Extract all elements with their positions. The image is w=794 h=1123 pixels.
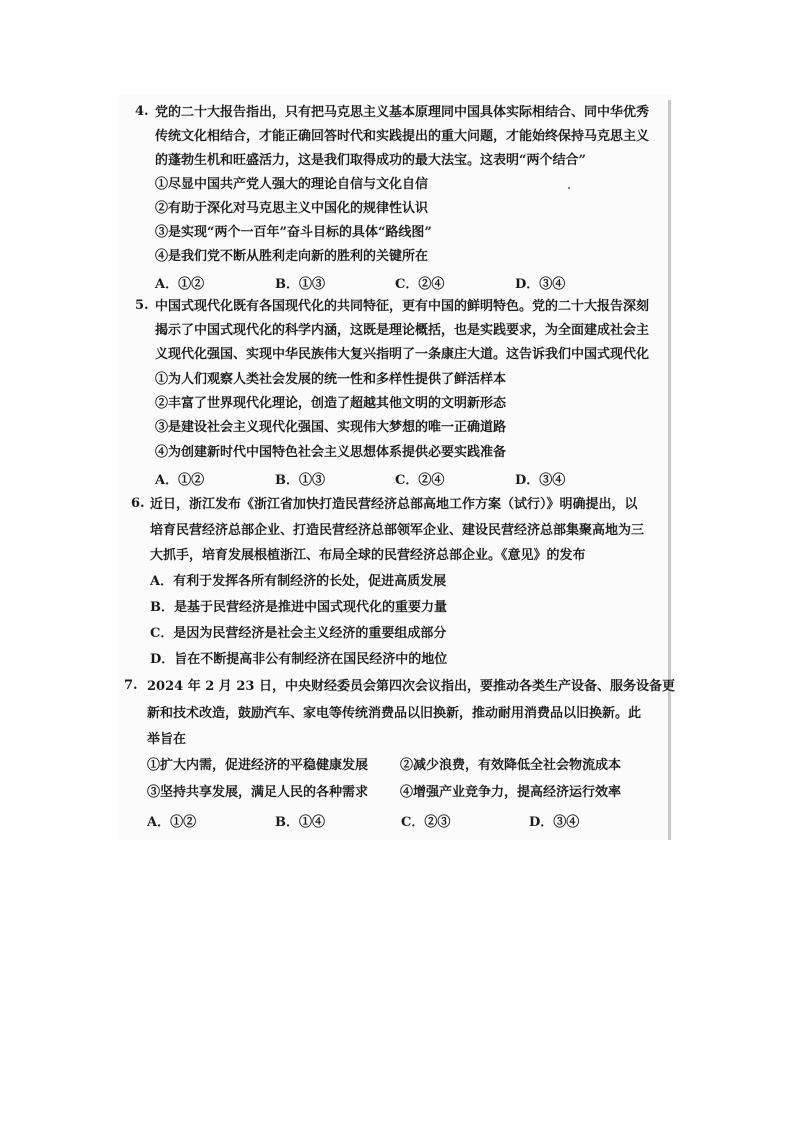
question-stem-line: 党的二十大报告指出，只有把马克思主义基本原理同中国具体实际相结合、同中华优秀	[155, 105, 650, 120]
answer-option-b: B．①③	[275, 473, 325, 488]
scan-speck	[568, 187, 570, 189]
question-number: 6.	[131, 496, 145, 511]
question-stem-line: 近日，浙江发布《浙江省加快打造民营经济总部高地工作方案（试行）》明确提出，以	[150, 497, 638, 512]
answer-option-a: A．①②	[155, 277, 205, 292]
answer-option-a: A．①②	[155, 473, 205, 488]
question-stem-line: 的蓬勃生机和旺盛活力，这是我们取得成功的最大法宝。这表明“两个结合”	[155, 153, 586, 168]
answer-option-c: C．②④	[395, 473, 445, 488]
statement: ③是建设社会主义现代化强国、实现伟大梦想的唯一正确道路	[155, 420, 507, 435]
answer-option-a: A．①②	[147, 815, 197, 830]
question-stem-line: 培育民营经济总部企业、打造民营经济总部领军企业、建设民营经济总部集聚高地为三	[150, 523, 645, 538]
choice-c: C．是因为民营经济是社会主义经济的重要组成部分	[150, 626, 447, 641]
answer-option-b: B．①③	[275, 277, 325, 292]
statement: ③坚持共享发展，满足人民的各种需求	[147, 785, 369, 800]
answer-option-d: D．③④	[529, 815, 580, 830]
question-stem-line: 新和技术改造，鼓励汽车、家电等传统消费品以旧换新，推动耐用消费品以旧换新。此	[147, 706, 642, 721]
choice-b: B．是基于民营经济是推进中国式现代化的重要力量	[150, 600, 447, 615]
choice-a: A．有利于发挥各所有制经济的长处，促进高质发展	[150, 574, 447, 589]
question-stem-line: 揭示了中国式现代化的科学内涵，这既是理论概括，也是实践要求，为全面建成社会主	[155, 323, 650, 338]
page-edge-shadow	[668, 100, 671, 840]
question-stem-line: 大抓手，培育发展根植浙江、布局全球的民营经济总部企业。《意见》的发布	[150, 548, 586, 563]
statement: ④是我们党不断从胜利走向新的胜利的关键所在	[155, 249, 429, 264]
question-number: 7.	[124, 678, 138, 693]
question-stem-line: 中国式现代化既有各国现代化的共同特征，更有中国的鲜明特色。党的二十大报告深刻	[155, 299, 650, 314]
statement: ②有助于深化对马克思主义中国化的规律性认识	[155, 201, 429, 216]
answer-option-d: D．③④	[515, 473, 566, 488]
question-stem-line: 举旨在	[147, 732, 187, 747]
statement: ④增强产业竞争力，提高经济运行效率	[400, 785, 622, 800]
choice-d: D．旨在不断提高非公有制经济在国民经济中的地位	[150, 652, 448, 667]
question-stem-line: 义现代化强国、实现中华民族伟大复兴指明了一条康庄大道。这告诉我们中国式现代化	[155, 347, 650, 362]
answer-option-c: C．②③	[401, 815, 451, 830]
statement: ①扩大内需，促进经济的平稳健康发展	[147, 758, 369, 773]
question-stem-line: 传统文化相结合，才能正确回答时代和实践提出的重大问题，才能始终保持马克思主义	[155, 129, 650, 144]
statement: ②丰富了世界现代化理论，创造了超越其他文明的文明新形态	[155, 396, 507, 411]
answer-option-c: C．②④	[395, 277, 445, 292]
question-number: 4.	[135, 104, 149, 119]
statement: ④为创建新时代中国特色社会主义思想体系提供必要实践准备	[155, 445, 507, 460]
answer-option-d: D．③④	[515, 277, 566, 292]
question-number: 5.	[135, 298, 149, 313]
statement: ②减少浪费，有效降低全社会物流成本	[400, 758, 622, 773]
statement: ③是实现“两个一百年”奋斗目标的具体“路线图”	[155, 225, 432, 240]
statement: ①尽显中国共产党人强大的理论自信与文化自信	[155, 177, 429, 192]
statement: ①为人们观察人类社会发展的统一性和多样性提供了鲜活样本	[155, 372, 507, 387]
answer-option-b: B．①④	[275, 815, 325, 830]
question-stem-line: 2024 年 2 月 23 日，中央财经委员会第四次会议指出，要推动各类生产设备、服务设备更	[147, 679, 675, 694]
